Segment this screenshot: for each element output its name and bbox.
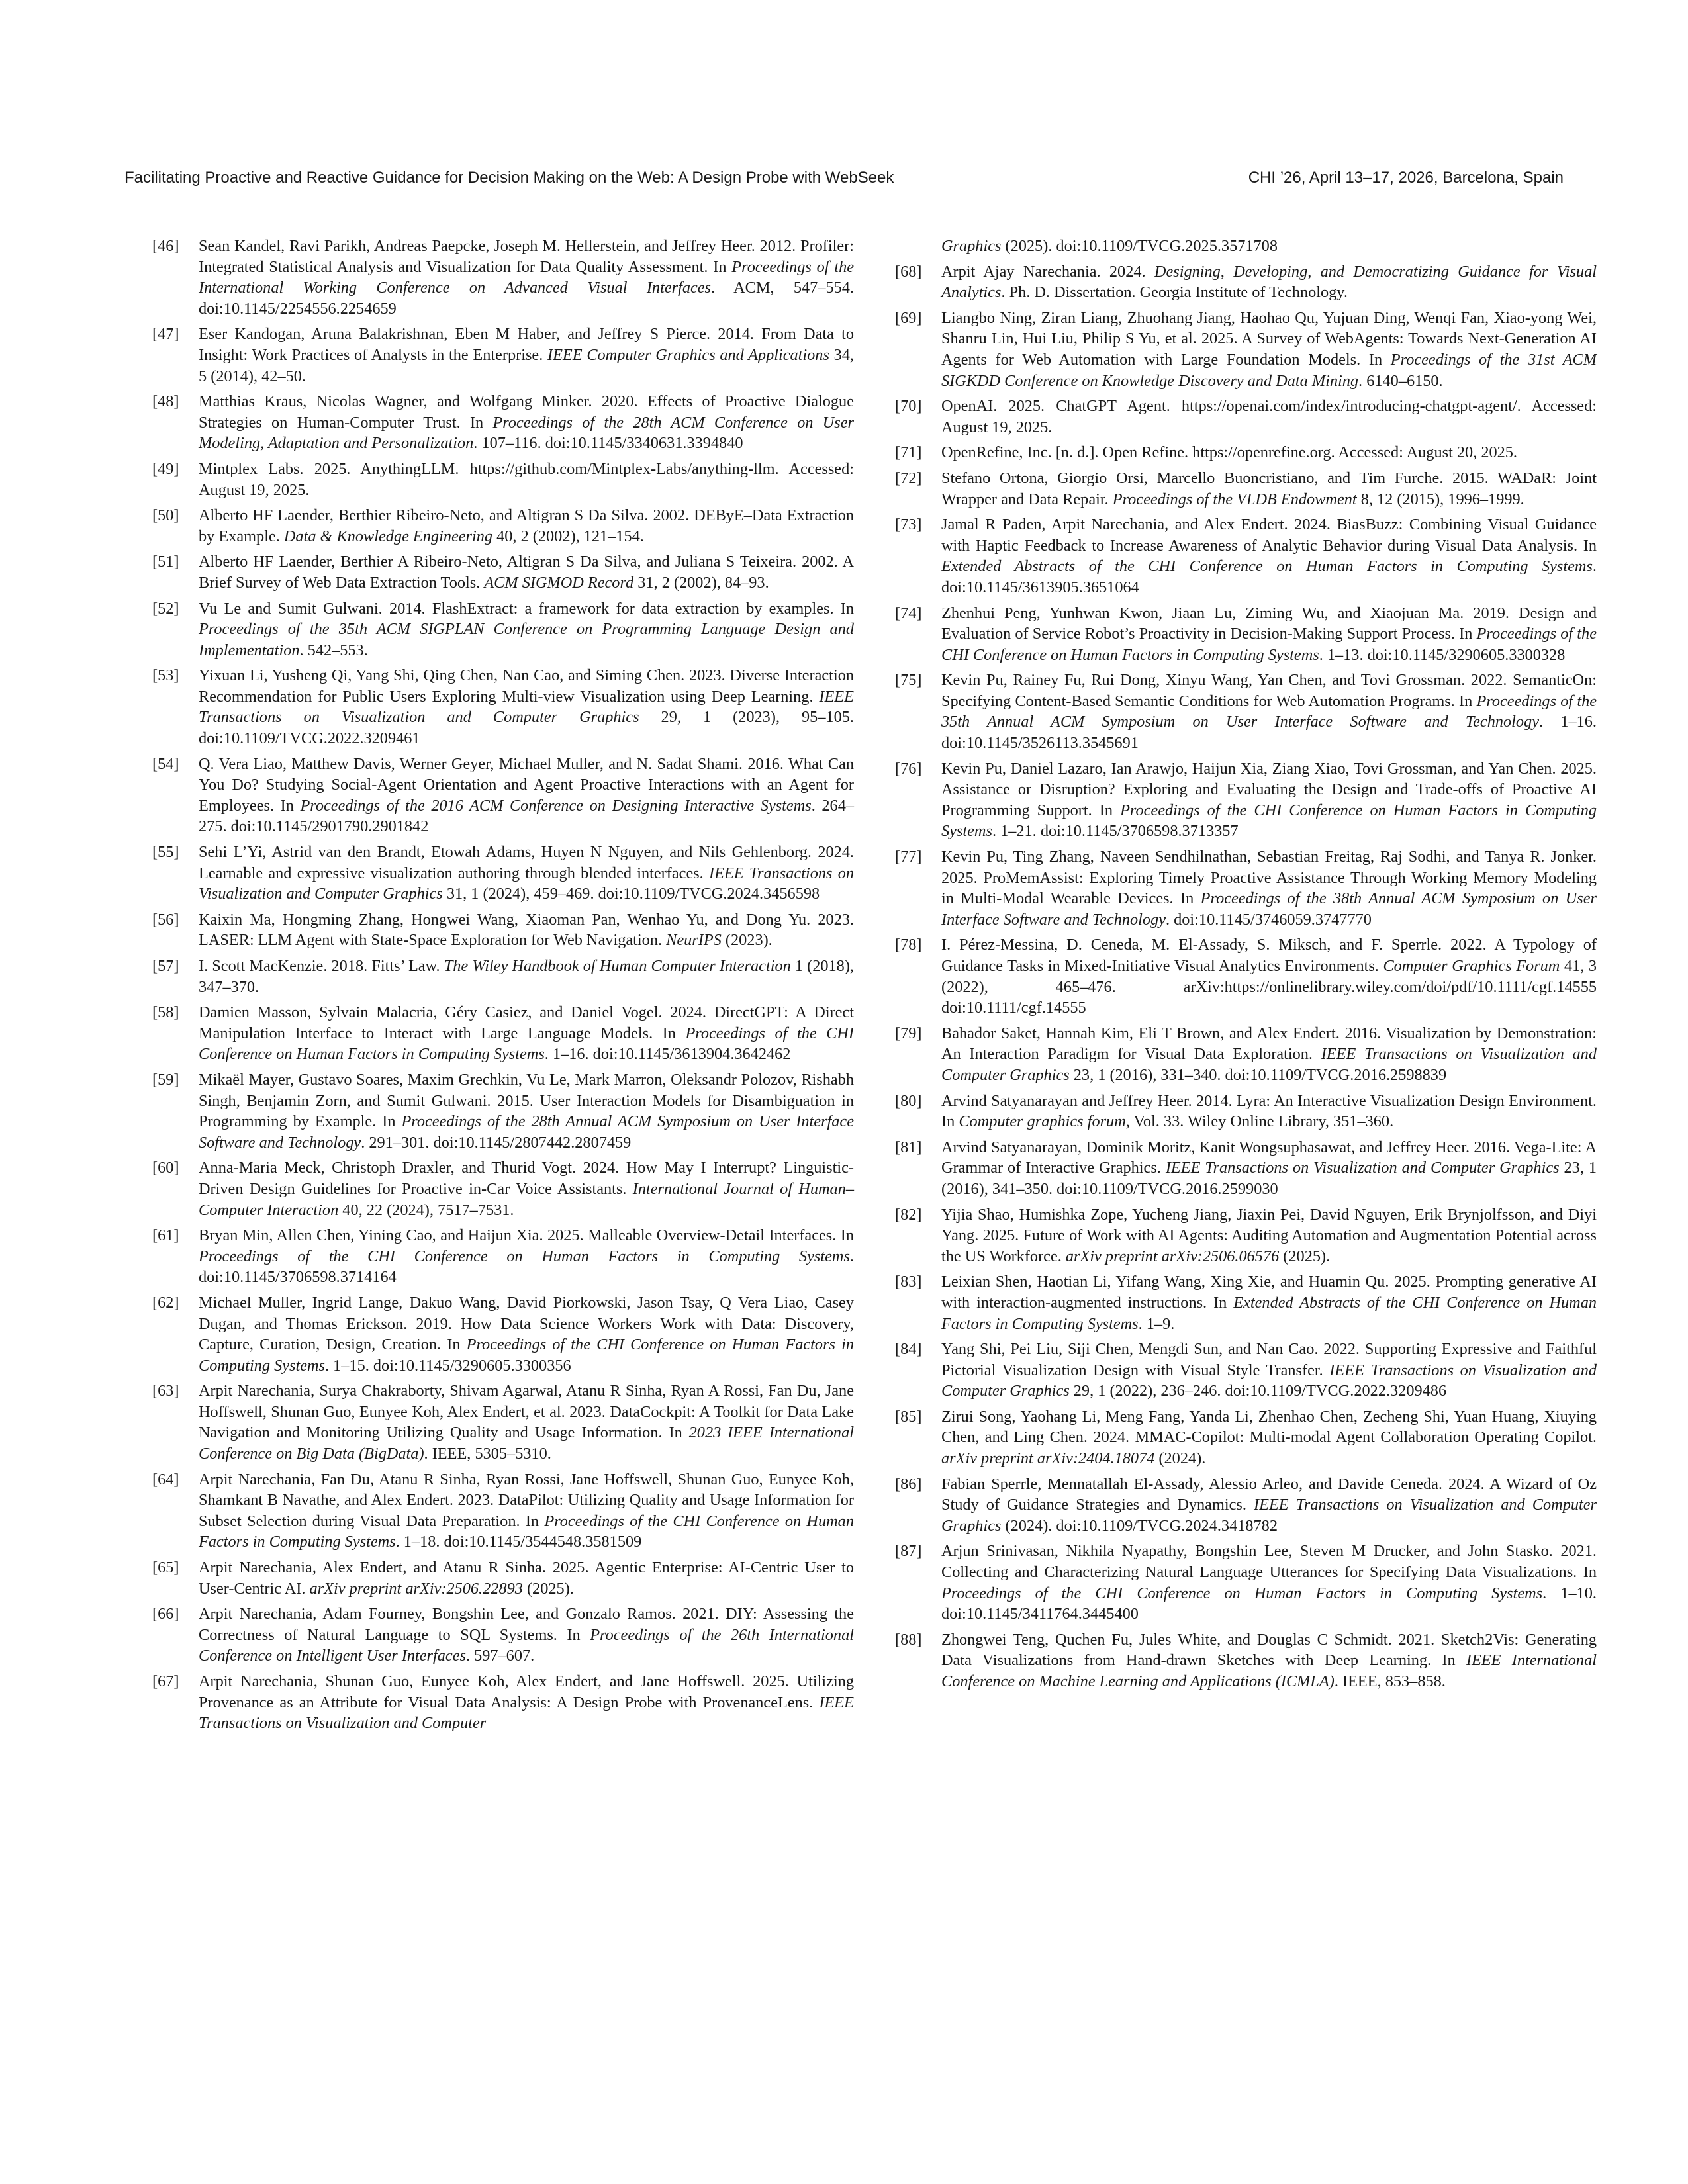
reference-venue-italic: Proceedings of the CHI Conference on Human Factors in Computing Systems — [941, 801, 1597, 841]
reference-text: Arpit Narechania, Adam Fourney, Bongshin Lee, and Gonzalo Ramos. 2021. DIY: Assessing the Correctness of Natural Language to SQL Systems. In — [199, 1605, 854, 1644]
reference-entry — [895, 758, 1597, 842]
reference-venue-italic: Proceedings of the CHI Conference on Human Factors in Computing Systems — [199, 1512, 854, 1551]
reference-text: Michael Muller, Ingrid Lange, Dakuo Wang, David Piorkowski, Jason Tsay, Q Vera Liao, Casey Dugan, and Thomas Erickson. 2019. How Data Science Workers Work with Data: Discovery, Capture, Curation, Design, Creation. In — [199, 1293, 854, 1354]
reference-venue-italic: Proceedings of the 31st ACM SIGKDD Conference on Knowledge Discovery and Data Mining — [941, 350, 1597, 390]
reference-number: [79] — [895, 1024, 922, 1042]
reference-entry — [895, 396, 1597, 437]
reference-venue-italic: Proceedings of the 28th Annual ACM Symposium on User Interface Software and Technology — [199, 1113, 855, 1152]
reference-text: (2025). — [522, 1579, 574, 1598]
running-title: Facilitating Proactive and Reactive Guidance for Decision Making on the Web: A Design Probe with WebSeek — [124, 169, 894, 187]
reference-text: . Ph. D. Dissertation. Georgia Institute of Technology. — [1001, 283, 1348, 302]
reference-text: , Vol. 33. Wiley Online Library, 351–360. — [1125, 1113, 1394, 1131]
reference-venue-italic: Proceedings of the 38th Annual ACM Symposium on User Interface Software and Technology — [941, 889, 1597, 929]
reference-text: Damien Masson, Sylvain Malacria, Géry Casiez, and Daniel Vogel. 2024. DirectGPT: A Direct Manipulation Interface to Interact with Large Language Models. In — [199, 1003, 854, 1042]
reference-number: [63] — [152, 1382, 179, 1400]
reference-entry — [152, 754, 854, 837]
reference-text: . 107–116. doi:10.1145/3340631.3394840 — [473, 434, 743, 453]
reference-text: Yang Shi, Pei Liu, Siji Chen, Mengdi Sun, and Nan Cao. 2022. Supporting Expressive and Faithful Pictorial Visualization Design with Visual Style Transfer. — [941, 1340, 1597, 1379]
reference-entry — [895, 1339, 1597, 1402]
reference-venue-italic: arXiv preprint arXiv:2404.18074 — [941, 1449, 1155, 1468]
reference-text: Yijia Shao, Humishka Zope, Yucheng Jiang, Jiaxin Pei, David Nguyen, Erik Brynjolfsson, and Diyi Yang. 2025. Future of Work with AI Agents: Auditing Automation and Augmentation Potential across the US Workforce. — [941, 1205, 1597, 1265]
reference-text: . 1–18. doi:10.1145/3544548.3581509 — [395, 1533, 642, 1551]
reference-entry — [895, 261, 1597, 303]
reference-entry — [895, 1406, 1597, 1469]
reference-entry — [895, 846, 1597, 930]
reference-venue-italic: Extended Abstracts of the CHI Conference on Human Factors in Computing Systems — [941, 1293, 1597, 1333]
reference-number: [51] — [152, 553, 179, 571]
reference-venue-italic: Proceedings of the 26th International Conference on Intelligent User Interfaces — [199, 1625, 854, 1665]
reference-entry — [152, 665, 854, 749]
reference-entry — [152, 1002, 855, 1065]
reference-number: [66] — [152, 1605, 179, 1623]
reference-venue-italic: The Wiley Handbook of Human Computer Interaction — [444, 957, 791, 975]
reference-venue-italic: Extended Abstracts of the CHI Conference on Human Factors in Computing Systems — [941, 557, 1593, 576]
reference-text: 31, 1 (2024), 459–469. doi:10.1109/TVCG.2024.3456598 — [442, 885, 820, 903]
reference-number: [74] — [895, 604, 922, 622]
reference-venue-italic: IEEE Transactions on Visualization and Computer Graphics — [941, 1045, 1597, 1084]
reference-text: . doi:10.1145/3706598.3714164 — [199, 1247, 854, 1287]
reference-venue-italic: Proceedings of the 35th Annual ACM Symposium on User Interface Software and Technology — [941, 692, 1597, 731]
reference-number: [68] — [895, 262, 922, 281]
reference-text: Zirui Song, Yaohang Li, Meng Fang, Yanda Li, Zhenhao Chen, Zecheng Shi, Yuan Huang, Xiuying Chen, and Ling Chen. 2024. MMAC-Copilot: Multi-modal Agent Collaboration Operating Copilot. — [941, 1407, 1597, 1447]
reference-number: [48] — [152, 392, 179, 411]
reference-entry — [895, 1091, 1597, 1132]
reference-text: Fabian Sperrle, Mennatallah El-Assady, Alessio Arleo, and Davide Ceneda. 2024. A Wizard of Oz Study of Guidance Strategies and Dynamics. — [941, 1475, 1597, 1514]
reference-text: Kevin Pu, Rainey Fu, Rui Dong, Xinyu Wang, Yan Chen, and Tovi Grossman. 2022. SemanticOn: Specifying Content-Based Semantic Conditions for Web Automation Programs. In — [941, 671, 1597, 710]
reference-text: Vu Le and Sumit Gulwani. 2014. FlashExtract: a framework for data extraction by examples. In — [199, 599, 854, 617]
reference-number: [80] — [895, 1091, 922, 1110]
reference-text: . ACM, 547–554. doi:10.1145/2254556.2254659 — [199, 279, 854, 318]
reference-venue-italic: Computer graphics forum — [959, 1113, 1126, 1131]
reference-venue-italic: arXiv preprint arXiv:2506.06576 — [1065, 1247, 1280, 1265]
reference-text: Zhongwei Teng, Quchen Fu, Jules White, and Douglas C Schmidt. 2021. Sketch2Vis: Generating Data Visualizations from Hand-drawn Sketches with Deep Learning. In — [941, 1630, 1597, 1670]
reference-text: . 291–301. doi:10.1145/2807442.2807459 — [361, 1133, 632, 1152]
reference-text: I. Scott MacKenzie. 2018. Fitts’ Law. — [199, 957, 444, 975]
reference-text: Mikaël Mayer, Gustavo Soares, Maxim Grechkin, Vu Le, Mark Marron, Oleksandr Polozov, Rishabh Singh, Benjamin Zorn, and Sumit Gulwani. 2015. User Interaction Models for Disambiguation in Programming by Example. In — [199, 1070, 854, 1131]
reference-text: Leixian Shen, Haotian Li, Yifang Wang, Xing Xie, and Huamin Qu. 2025. Prompting generative AI with interaction-augmented instructions. In — [941, 1273, 1597, 1312]
reference-entry — [152, 1069, 855, 1153]
reference-number: [61] — [152, 1226, 179, 1245]
reference-number: [76] — [895, 759, 922, 778]
reference-number: [85] — [895, 1407, 922, 1426]
reference-number: [54] — [152, 754, 179, 773]
reference-text: Anna-Maria Meck, Christoph Draxler, and Thurid Vogt. 2024. How May I Interrupt? Linguistic-Driven Design Guidelines for Proactive in-Car Voice Assistants. — [199, 1159, 854, 1198]
reference-text: . IEEE, 5305–5310. — [424, 1445, 551, 1463]
reference-text: OpenRefine, Inc. [n. d.]. Open Refine. https://openrefine.org. Accessed: August 20, 2025. — [941, 443, 1518, 462]
reference-venue-italic: Proceedings of the CHI Conference on Human Factors in Computing Systems — [941, 625, 1597, 664]
reference-text: 23, 1 (2016), 341–350. doi:10.1109/TVCG.2016.2599030 — [941, 1159, 1597, 1198]
reference-entry — [152, 391, 854, 454]
reference-venue-italic: 2023 IEEE International Conference on Big Data (BigData) — [199, 1424, 854, 1463]
reference-text: Arpit Narechania, Surya Chakraborty, Shivam Agarwal, Atanu R Sinha, Ryan A Rossi, Fan Du, Jane Hoffswell, Shunan Guo, Eunyee Koh, Alex Endert, et al. 2023. DataCockpit: A Toolkit for Data Lake Navigation and Monitoring Utilizing Quality and Usage Information. In — [199, 1382, 854, 1442]
reference-text: Jamal R Paden, Arpit Narechania, and Alex Endert. 2024. BiasBuzz: Combining Visual Guidance with Haptic Feedback to Increase Awareness of Analytic Behavior during Visual Data Analysis. In — [941, 516, 1597, 555]
reference-entry — [895, 1629, 1597, 1692]
reference-number: [64] — [152, 1470, 179, 1488]
reference-number: [58] — [152, 1003, 179, 1022]
reference-venue-italic: IEEE Transactions on Visualization and Computer Graphics — [941, 1496, 1597, 1535]
reference-text: 31, 2 (2002), 84–93. — [633, 573, 769, 592]
reference-text: . 1–9. — [1138, 1314, 1175, 1333]
reference-text: . 6140–6150. — [1358, 371, 1443, 390]
reference-venue-italic: Data & Knowledge Engineering — [283, 527, 493, 545]
reference-number: [49] — [152, 459, 179, 478]
reference-entry — [895, 1205, 1597, 1267]
reference-text: Bahador Saket, Hannah Kim, Eli T Brown, and Alex Endert. 2016. Visualization by Demonstration: An Interaction Paradigm for Visual Data Exploration. — [941, 1024, 1597, 1064]
reference-number: [81] — [895, 1138, 922, 1156]
reference-number: [50] — [152, 506, 179, 525]
reference-number: [46] — [152, 237, 179, 255]
reference-number: [73] — [895, 516, 922, 534]
references-column-right — [895, 236, 1597, 1697]
reference-text: . doi:10.1145/3746059.3747770 — [1165, 910, 1372, 929]
reference-venue-italic: IEEE International Conference on Machine Learning and Applications (ICMLA) — [941, 1651, 1597, 1690]
reference-venue-italic: Proceedings of the CHI Conference on Human Factors in Computing Systems — [199, 1247, 850, 1265]
reference-text: . IEEE, 853–858. — [1334, 1672, 1446, 1690]
reference-text: I. Pérez-Messina, D. Ceneda, M. El-Assady, S. Miksch, and F. Sperrle. 2022. A Typology of Guidance Tasks in Mixed-Initiative Visual Analytics Environments. — [941, 936, 1597, 975]
reference-venue-italic: IEEE Transactions on Visualization and Computer — [199, 1693, 854, 1733]
reference-text: . 597–607. — [465, 1647, 535, 1665]
reference-number: [82] — [895, 1205, 922, 1224]
reference-venue-italic: IEEE Transactions on Visualization and Computer Graphics — [199, 864, 854, 903]
reference-venue-italic: Proceedings of the 2016 ACM Conference on Designing Interactive Systems — [300, 796, 812, 815]
reference-number: [70] — [895, 397, 922, 416]
reference-venue-italic: IEEE Transactions on Visualization and Computer Graphics — [941, 1361, 1597, 1400]
reference-venue-italic: Proceedings of the CHI Conference on Human Factors in Computing Systems — [199, 1336, 854, 1375]
reference-number: [47] — [152, 325, 179, 343]
reference-entry — [895, 1474, 1597, 1537]
reference-text: Alberto HF Laender, Berthier A Ribeiro-Neto, Altigran S Da Silva, and Juliana S Teixeira. 2002. A Brief Survey of Web Data Extraction Tools. — [199, 553, 854, 592]
reference-venue-italic: IEEE Computer Graphics and Applications — [547, 345, 829, 364]
reference-text: 29, 1 (2023), 95–105. doi:10.1109/TVCG.2022.3209461 — [199, 708, 854, 748]
reference-text: Arpit Narechania, Shunan Guo, Eunyee Koh, Alex Endert, and Jane Hoffswell. 2025. Utilizing Provenance as an Attribute for Visual Data Analysis: A Design Probe with ProvenanceLens. — [199, 1672, 854, 1711]
reference-text: (2023). — [721, 931, 773, 950]
reference-entry — [152, 1158, 854, 1220]
reference-entry — [895, 308, 1597, 391]
reference-number: [57] — [152, 957, 179, 975]
reference-text: . 542–553. — [299, 641, 368, 659]
reference-text: Yixuan Li, Yusheng Qi, Yang Shi, Qing Chen, Nan Cao, and Siming Chen. 2023. Diverse Interaction Recommendation for Public Users Exploring Multi-view Visualization using Deep Learning. — [199, 666, 854, 705]
reference-number: [84] — [895, 1340, 922, 1359]
reference-venue-italic: NeurIPS — [666, 931, 722, 950]
reference-text: . 1–15. doi:10.1145/3290605.3300356 — [325, 1356, 571, 1375]
reference-venue-italic: Computer Graphics Forum — [1383, 957, 1560, 975]
reference-text: Q. Vera Liao, Matthew Davis, Werner Geyer, Michael Muller, and N. Sadat Shami. 2016. What Can You Do? Studying Social-Agent Orientation and Agent Proactive Interactions with an Agent for Employees. In — [199, 754, 854, 815]
reference-text: 41, 3 (2022), 465–476. arXiv:https://onlinelibrary.wiley.com/doi/pdf/10.1111/cgf.14555 doi:10.1111/cgf.14555 — [941, 957, 1597, 1017]
reference-venue-italic: Graphics — [941, 237, 1002, 255]
reference-text: 29, 1 (2022), 236–246. doi:10.1109/TVCG.2022.3209486 — [1069, 1382, 1447, 1400]
reference-entry — [895, 1541, 1597, 1624]
reference-entry — [152, 1557, 854, 1599]
reference-number: [72] — [895, 469, 922, 487]
reference-text: 40, 2 (2002), 121–154. — [492, 527, 644, 545]
reference-number: [60] — [152, 1159, 179, 1177]
reference-number: [78] — [895, 936, 922, 954]
reference-text: . 1–21. doi:10.1145/3706598.3713357 — [992, 822, 1239, 841]
reference-entry — [152, 1671, 854, 1734]
reference-number: [77] — [895, 848, 922, 866]
reference-entry — [895, 934, 1597, 1018]
reference-text: Arpit Narechania, Fan Du, Atanu R Sinha, Ryan Rossi, Jane Hoffswell, Shunan Guo, Eunyee Koh, Shamkant B Navathe, and Alex Endert. 2023. DataPilot: Utilizing Quality and Usage Information for Subset Selection during Visual Data Preparation. In — [199, 1470, 854, 1530]
reference-entry — [895, 514, 1597, 598]
reference-text: (2024). — [1154, 1449, 1206, 1468]
reference-text: 23, 1 (2016), 331–340. doi:10.1109/TVCG.2016.2598839 — [1069, 1066, 1447, 1084]
reference-venue-italic: IEEE Transactions on Visualization and Computer Graphics — [1165, 1159, 1560, 1177]
reference-text: Kaixin Ma, Hongming Zhang, Hongwei Wang, Xiaoman Pan, Wenhao Yu, and Dong Yu. 2023. LASER: LLM Agent with State-Space Exploration for Web Navigation. — [199, 910, 854, 950]
reference-number: [56] — [152, 910, 179, 929]
reference-entry — [152, 598, 854, 661]
reference-text: 1 (2018), 347–370. — [199, 957, 854, 996]
reference-text: (2024). doi:10.1109/TVCG.2024.3418782 — [1001, 1516, 1278, 1535]
reference-number: [75] — [895, 671, 922, 690]
reference-text: Bryan Min, Allen Chen, Yining Cao, and Haijun Xia. 2025. Malleable Overview-Detail Interfaces. In — [199, 1226, 854, 1245]
reference-venue-italic: Proceedings of the 28th ACM Conference on User Modeling, Adaptation and Personalization — [199, 413, 854, 453]
reference-entry — [895, 1137, 1597, 1200]
reference-venue-italic: arXiv preprint arXiv:2506.22893 — [309, 1579, 523, 1598]
reference-text: Matthias Kraus, Nicolas Wagner, and Wolfgang Minker. 2020. Effects of Proactive Dialogue Strategies on Human-Computer Trust. In — [199, 392, 854, 432]
reference-entry — [900, 236, 1597, 257]
reference-text: Arpit Narechania, Alex Endert, and Atanu R Sinha. 2025. Agentic Enterprise: AI-Centric User to User-Centric AI. — [199, 1559, 854, 1598]
reference-text: Eser Kandogan, Aruna Balakrishnan, Eben M Haber, and Jeffrey S Pierce. 2014. From Data to Insight: Work Practices of Analysts in the Enterprise. — [199, 325, 854, 364]
reference-venue-italic: Proceedings of the CHI Conference on Human Factors in Computing Systems — [941, 1584, 1543, 1602]
reference-entry — [895, 1271, 1597, 1334]
reference-text: Arvind Satyanarayan, Dominik Moritz, Kanit Wongsuphasawat, and Jeffrey Heer. 2016. Vega-Lite: A Grammar of Interactive Graphics. — [941, 1138, 1597, 1177]
reference-text: (2025). — [1279, 1247, 1331, 1265]
reference-number: [86] — [895, 1475, 922, 1493]
reference-text: . 1–10. doi:10.1145/3411764.3445400 — [941, 1584, 1597, 1623]
reference-text: 8, 12 (2015), 1996–1999. — [1356, 490, 1524, 508]
reference-entry — [152, 909, 854, 951]
reference-entry — [152, 1604, 854, 1666]
reference-text: Zhenhui Peng, Yunhwan Kwon, Jiaan Lu, Ziming Wu, and Xiaojuan Ma. 2019. Design and Evaluation of Service Robot’s Proactivity in Decision-Making Support Process. In — [941, 604, 1597, 643]
reference-venue-italic: International Journal of Human–Computer Interaction — [199, 1179, 854, 1219]
reference-entry — [895, 670, 1597, 753]
reference-number: [69] — [895, 308, 922, 327]
reference-number: [55] — [152, 843, 179, 862]
reference-text: Arjun Srinivasan, Nikhila Nyapathy, Bongshin Lee, Steven M Drucker, and John Stasko. 2021. Collecting and Characterizing Natural Language Utterances for Specifying Data Visualizations. In — [941, 1542, 1597, 1582]
reference-number: [87] — [895, 1542, 922, 1561]
reference-venue-italic: Proceedings of the International Working Conference on Advanced Visual Interfaces — [199, 257, 854, 297]
reference-entry — [152, 1381, 854, 1464]
reference-venue-italic: Designing, Developing, and Democratizing Guidance for Visual Analytics — [941, 262, 1597, 302]
reference-text: Arvind Satyanarayan and Jeffrey Heer. 2014. Lyra: An Interactive Visualization Design Environment. In — [941, 1091, 1597, 1131]
reference-text: Liangbo Ning, Ziran Liang, Zhuohang Jiang, Haohao Qu, Yujuan Ding, Wenqi Fan, Xiao-yong Wei, Shanru Lin, Hui Liu, Philip S Yu, et al. 2025. A Survey of WebAgents: Towards Next-Generation AI Agents for Web Automation with Large Foundation Models. In — [941, 308, 1597, 369]
reference-text: 34, 5 (2014), 42–50. — [199, 345, 855, 385]
reference-entry — [895, 468, 1597, 510]
reference-entry — [152, 956, 854, 997]
reference-text: (2025). doi:10.1109/TVCG.2025.3571708 — [1001, 237, 1278, 255]
reference-entry — [152, 1293, 854, 1376]
reference-text: Stefano Ortona, Giorgio Orsi, Marcello Buoncristiano, and Tim Furche. 2015. WADaR: Joint Wrapper and Data Repair. — [941, 469, 1597, 508]
reference-venue-italic: Proceedings of the 35th ACM SIGPLAN Conference on Programming Language Design and Implementation — [199, 620, 854, 659]
reference-entry — [152, 505, 854, 547]
reference-number: [59] — [152, 1070, 179, 1089]
reference-venue-italic: Proceedings of the VLDB Endowment — [1112, 490, 1357, 508]
reference-number: [83] — [895, 1273, 922, 1291]
reference-entry — [152, 1225, 854, 1288]
reference-text: Alberto HF Laender, Berthier Ribeiro-Neto, and Altigran S Da Silva. 2002. DEByE–Data Extraction by Example. — [199, 506, 854, 545]
reference-text: Sehi L’Yi, Astrid van den Brandt, Etowah Adams, Huyen N Nguyen, and Nils Gehlenborg. 2024. Learnable and expressive visualization authoring through blended interfaces. — [199, 843, 854, 882]
reference-venue-italic: ACM SIGMOD Record — [484, 573, 634, 592]
reference-text: Mintplex Labs. 2025. AnythingLLM. https://github.com/Mintplex-Labs/anything-llm. Accessed: August 19, 2025. — [199, 459, 854, 499]
reference-entry — [152, 324, 855, 387]
reference-text: Kevin Pu, Daniel Lazaro, Ian Arawjo, Haijun Xia, Ziang Xiao, Tovi Grossman, and Yan Chen. 2025. Assistance or Disruption? Exploring and Evaluating the Design and Trade-offs of Proactive AI Programming Support. In — [941, 759, 1597, 819]
reference-text: 40, 22 (2024), 7517–7531. — [338, 1201, 514, 1219]
reference-entry — [895, 442, 1597, 463]
reference-text: Kevin Pu, Ting Zhang, Naveen Sendhilnathan, Sebastian Freitag, Raj Sodhi, and Tanya R. Jonker. 2025. ProMemAssist: Exploring Timely Proactive Assistance Through Working Memory Modeling in Multi-Modal Wearable Devices. In — [941, 848, 1597, 908]
reference-number: [71] — [895, 443, 922, 462]
reference-text: Arpit Ajay Narechania. 2024. — [941, 262, 1154, 281]
reference-number: [88] — [895, 1630, 922, 1649]
running-venue: CHI ’26, April 13–17, 2026, Barcelona, Spain — [1248, 169, 1564, 187]
reference-entry — [152, 236, 854, 319]
reference-entry — [152, 842, 854, 905]
reference-text: . 1–13. doi:10.1145/3290605.3300328 — [1319, 645, 1566, 664]
reference-number: [65] — [152, 1559, 179, 1577]
reference-entry — [152, 459, 854, 500]
reference-venue-italic: Proceedings of the CHI Conference on Human Factors in Computing Systems — [199, 1024, 855, 1064]
reference-text: OpenAI. 2025. ChatGPT Agent. https://openai.com/index/introducing-chatgpt-agent/. Accessed: August 19, 2025. — [941, 397, 1597, 436]
reference-number: [52] — [152, 599, 179, 617]
reference-text: . 1–16. doi:10.1145/3613904.3642462 — [544, 1045, 791, 1064]
reference-text: . 1–16. doi:10.1145/3526113.3545691 — [941, 713, 1597, 752]
reference-entry — [895, 603, 1597, 666]
references-column-left — [152, 236, 855, 1739]
reference-text: . 264–275. doi:10.1145/2901790.2901842 — [199, 796, 854, 836]
reference-venue-italic: IEEE Transactions on Visualization and Computer Graphics — [199, 687, 854, 727]
reference-entry — [152, 551, 854, 593]
reference-number: [67] — [152, 1672, 179, 1690]
reference-entry — [895, 1023, 1597, 1086]
reference-number: [62] — [152, 1293, 179, 1312]
reference-number: [53] — [152, 666, 179, 685]
reference-text: Sean Kandel, Ravi Parikh, Andreas Paepcke, Joseph M. Hellerstein, and Jeffrey Heer. 2012. Profiler: Integrated Statistical Analysis and Visualization for Data Quality Assessment. In — [199, 237, 854, 276]
reference-entry — [152, 1469, 854, 1553]
reference-text: . doi:10.1145/3613905.3651064 — [941, 557, 1597, 596]
